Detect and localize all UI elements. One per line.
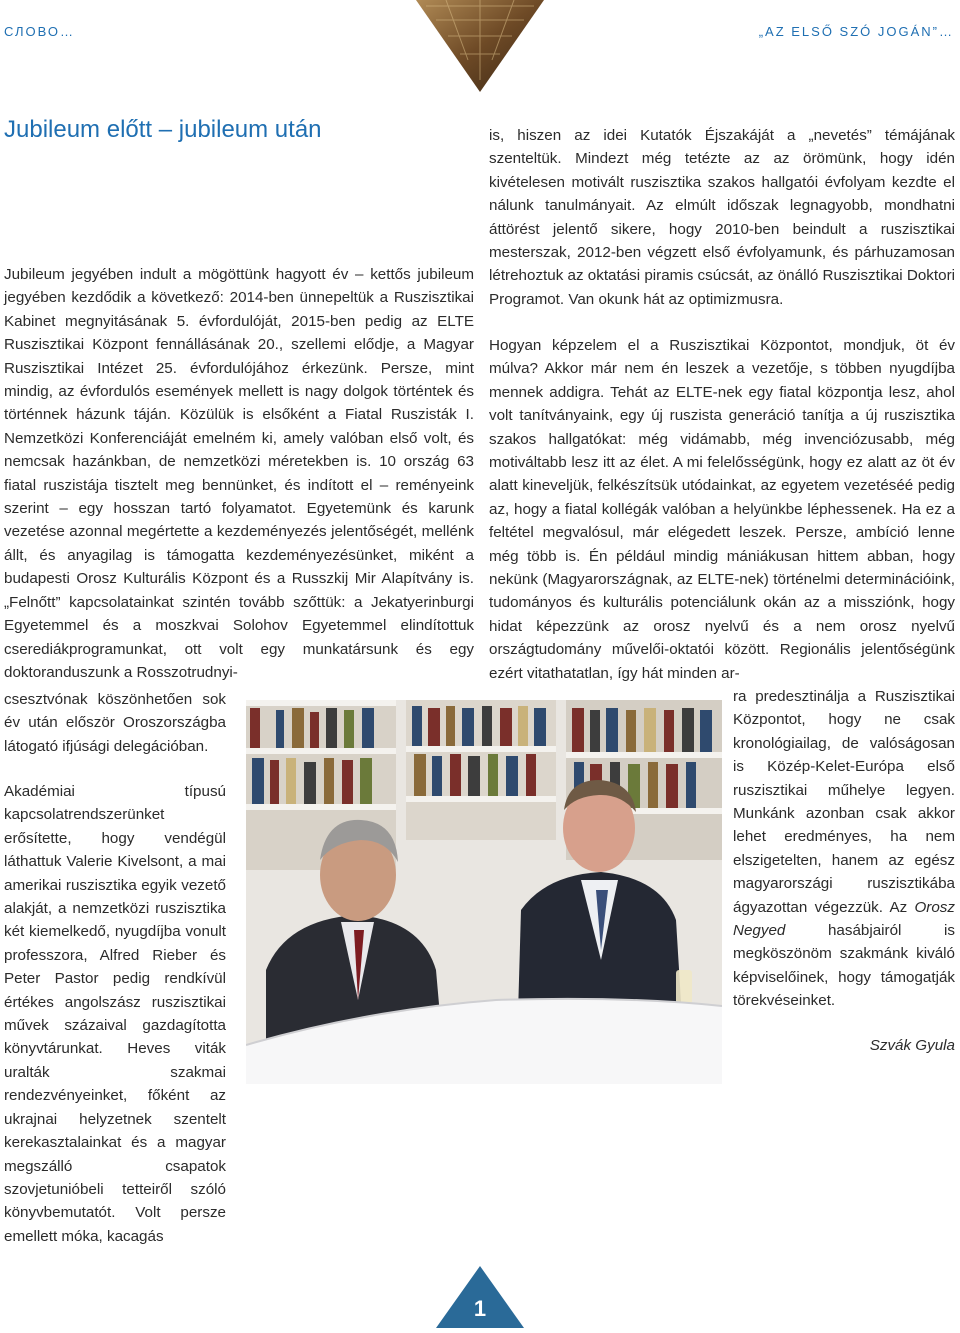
article-paragraph: Jubileum jegyében indult a mögöttünk hagyott év – kettős jubileum jegyében kezdődik a következő: 2014-ben ünnepeltük a Ruszisztikai Kabinet megnyitásának 5. évfordulóját, 2015-ben pedig az ELTE Ruszisztikai Központ fennállásának 20., szellemi elődje, a Magyar Ruszisztikai Intézet 25. évfordulójához érkezünk. Persze, mint mindig, az évfordulós események mellett is nagy dolgok történtek és történnek házunk táján. Közülük is elsőként a Fiatal Ruszisták I. Nemzetközi Konferenciáját emelném ki, amely valóban első volt, és nemcsak hazánkban, de nemzetközi méretekben is. 10 ország 63 fiatal ruszistája tisztelt meg bennünket, és indított el – reményeink szerint – egy hosszan tartó folyamatot. Egyetemünk és karunk vezetése azonnal megértette a kezdeményezés jelentőségét, mellénk állt, és anyagilag is támogatta kezdeményezésünket, miként a budapesti Orosz Kulturális Központ és a Russzkij Mir Alapítvány is. „Felnőtt” kapcsolatainkat szintén tovább szőttük: a Jekatyerinburgi Egyetemmel és a moszkvai Solohov Egyetemmel elindítottuk cserediákprogramunkat, ott volt egy munkatársunk és egy doktoranduszunk a Rosszotrudnyi- xyxy=(4,266,474,681)
article-paragraph: Akadémiai típusú kapcsolatrendszerünket erősítette, hogy vendégül láthattuk Valerie Kivelsont, a mai amerikai ruszisztika egyik vezető alakját, a nemzetközi ruszisztika két kiemelkedő, nyugdíjba vonult professzora, Alfred Rieber és Peter Pastor pedig rendkívül értékes angolszász ruszisztikai művek százaival gazdagította könyvtárunkat. Heves viták uralták szakmai rendezvényeinket, főként az ukrajnai helyzetnek szentelt kerekasztalainkat és a magyar megszálló csapatok szovjetunióbeli tetteiről szóló könyvbemutatót. Volt persze emellett móka, kacagás xyxy=(4,783,226,1245)
running-header-right: „AZ ELSŐ SZÓ JOGÁN”… xyxy=(758,24,954,39)
article-paragraph: csesztvónak köszönhetően sok év után először Oroszországba látogató ifjúsági delegációban. xyxy=(4,691,226,755)
running-header-left: СЛОВО… xyxy=(4,24,75,39)
page-number-badge xyxy=(436,1266,524,1328)
article-paragraph: Hogyan képzelem el a Ruszisztikai Központot, mondjuk, öt év múlva? Akkor már nem én leszek a vezetője, s többen nyugdíjba mennek addigra. Tehát az ELTE-nek egy fiatal központja lesz, ahol volt tanítványaink, egy új ruszista generáció tanítja a új ruszisztika szakos hallgatókat: még vidámabb, még invenciózusabb, még motiváltabb lesz itt az élet. A mi felelősségünk, hogy ez alatt az öt év alatt kineveljük, felkészítsük utódainkat, az egyetem vezetéséé pedig az, hogy a fiatal kollégák valóban a helyünkbe léphessenek. Ha ez a feltétel megvalósul, már elégedett leszek. Persze, ambíció lenne még több is. Én például mindig mániákusan hittem abban, hogy nekünk (Magyarországnak, az ELTE-nek) történelmi determinációink, tudományos és kulturális potenciálunk okán az a missziónk, hogy hidat képezzünk az orosz nyelvű és a nem orosz nyelvű országtudomány művelői-oktatói között. Regionális jelentőségünk ezért vitathatatlan, így hát minden ar- xyxy=(489,337,955,682)
ornament-triangle xyxy=(416,0,544,92)
author-signature: Szvák Gyula xyxy=(869,1037,955,1054)
article-title: Jubileum előtt – jubileum után xyxy=(4,116,322,143)
meeting-photo xyxy=(246,700,722,1084)
article-paragraph: is, hiszen az idei Kutatók Éjszakáját a „nevetés” témájának szenteltük. Mindezt még tetézte az az örömünk, hogy idén kivételesen motivált ruszisztika szakos hallgatói évfolyam kezdte el nálunk tanulmányait. Az elmúlt időszak legnagyobb, mondhatni áttörést jelentő sikere, hogy 2010-ben beindult a ruszisztikai mesterszak, 2012-ben végzett első évfolyamunk, és párhuzamosan létrehoztuk az oktatási piramis csúcsát, az önálló Ruszisztikai Doktori Programot. Van okunk hát az optimizmusra. xyxy=(489,127,955,308)
journal-name: Orosz Negyed xyxy=(733,898,955,940)
page-number: 1 xyxy=(473,1296,487,1321)
article-paragraph: ra predesztinálja a Ruszisztikai Központot, hogy ne csak kronológiailag, de valóságosan is Közép-Kelet-Európa első ruszisztikai műhelye legyen. Munkánk azonban csak akkor lehet eredményes, ha nem elszigetelten, hanem az egész magyarországi ruszisztikába ágyazottan végezzük. Az Orosz Negyed hasábjairól is megköszönöm szakmánk kiváló képviselőinek, hogy támogatják törekvéseinket. xyxy=(733,688,955,1010)
